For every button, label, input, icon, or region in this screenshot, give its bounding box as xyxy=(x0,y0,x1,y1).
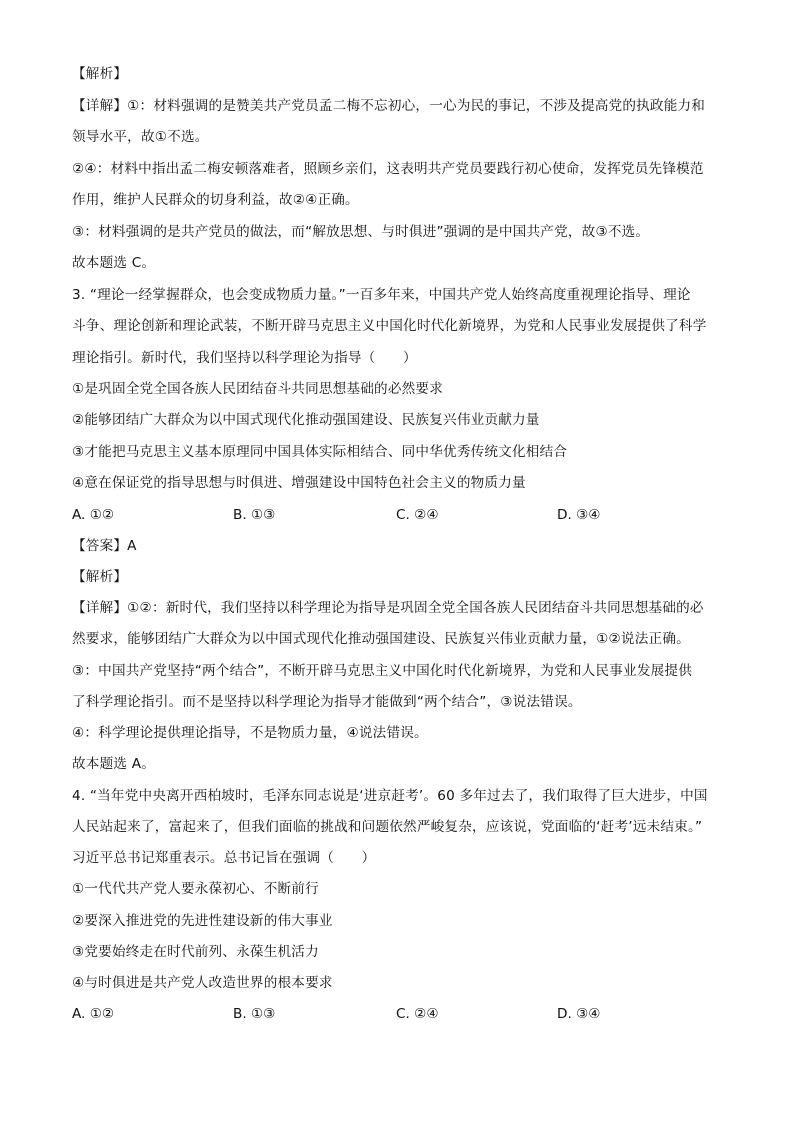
option-b: B. ①③ xyxy=(233,1006,276,1022)
option-c: C. ②④ xyxy=(396,507,439,523)
option-a: A. ①② xyxy=(72,507,115,523)
explanation-line: ②④：材料中指出孟二梅安顿落难者，照顾乡亲们，这表明共产党员要践行初心使命，发挥党员先锋模范 xyxy=(72,161,704,177)
statement-item: ④意在保证党的指导思想与时俱进、增强建设中国特色社会主义的物质力量 xyxy=(72,475,526,491)
detail-paragraph-line: 【详解】①②：新时代，我们坚持以科学理论为指导是巩固全党全国各族人民团结奋斗共同思想基础的必 xyxy=(72,600,704,616)
statement-item: ④与时俱进是共产党人改造世界的根本要求 xyxy=(72,975,333,991)
explanation-line: ③：中国共产党坚持“两个结合”，不断开辟马克思主义中国化时代化新境界，为党和人民事业发展提供 xyxy=(72,663,692,679)
statement-item: ①一代代共产党人要永葆初心、不断前行 xyxy=(72,881,319,897)
detail-paragraph-line: 然要求，能够团结广大群众为以中国式现代化推动强国建设、民族复兴伟业贡献力量，①②说法正确。 xyxy=(72,631,690,647)
detail-paragraph-line: 领导水平，故①不选。 xyxy=(72,129,209,145)
conclusion-line: 故本题选 C。 xyxy=(72,255,156,271)
conclusion-line: 故本题选 A。 xyxy=(72,756,155,772)
question-stem-line: 斗争、理论创新和理论武装，不断开辟马克思主义中国化时代化新境界，为党和人民事业发展提供了科学 xyxy=(72,318,707,334)
question-stem-line: 4. “当年党中央离开西柏坡时，毛泽东同志说是‘进京赶考’。60 多年过去了，我们取得了巨大进步，中国 xyxy=(72,788,708,804)
analysis-label: 【解析】 xyxy=(72,569,128,585)
explanation-line: 作用，维护人民群众的切身利益，故②④正确。 xyxy=(72,192,359,208)
statement-item: ②要深入推进党的先进性建设新的伟大事业 xyxy=(72,913,333,929)
question-stem-line: 3. “理论一经掌握群众，也会变成物质力量。”一百多年来，中国共产党人始终高度重视理论指导、理论 xyxy=(72,287,691,303)
statement-item: ③党要始终走在时代前列、永葆生机活力 xyxy=(72,944,319,960)
option-d: D. ③④ xyxy=(557,1006,601,1022)
question-stem-line: 理论指引。新时代，我们坚持以科学理论为指导（ ） xyxy=(72,350,417,366)
answer-line: 【答案】A xyxy=(72,538,137,554)
statement-item: ③才能把马克思主义基本原理同中国具体实际相结合、同中华优秀传统文化相结合 xyxy=(72,444,568,460)
explanation-line: ④：科学理论提供理论指导，不是物质力量，④说法错误。 xyxy=(72,725,428,741)
option-b: B. ①③ xyxy=(233,507,276,523)
option-d: D. ③④ xyxy=(557,507,601,523)
question-stem-line: 人民站起来了，富起来了，但我们面临的挑战和问题依然严峻复杂，应该说，党面临的‘赶考’远未结束。” xyxy=(72,819,703,835)
detail-paragraph-line: 【详解】①：材料强调的是赞美共产党员孟二梅不忘初心，一心为民的事记，不涉及提高党的执政能力和 xyxy=(72,98,706,114)
option-c: C. ②④ xyxy=(396,1006,439,1022)
analysis-label: 【解析】 xyxy=(72,66,128,82)
question-stem-line: 习近平总书记郑重表示。总书记旨在强调（ ） xyxy=(72,850,376,866)
explanation-line: ③：材料强调的是共产党员的做法，而“解放思想、与时俱进”强调的是中国共产党，故③不选。 xyxy=(72,224,650,240)
statement-item: ②能够团结广大群众为以中国式现代化推动强国建设、民族复兴伟业贡献力量 xyxy=(72,412,540,428)
explanation-line: 了科学理论指引。而不是坚持以科学理论为指导才能做到“两个结合”，③说法错误。 xyxy=(72,694,582,710)
statement-item: ①是巩固全党全国各族人民团结奋斗共同思想基础的必然要求 xyxy=(72,381,444,397)
option-a: A. ①② xyxy=(72,1006,115,1022)
